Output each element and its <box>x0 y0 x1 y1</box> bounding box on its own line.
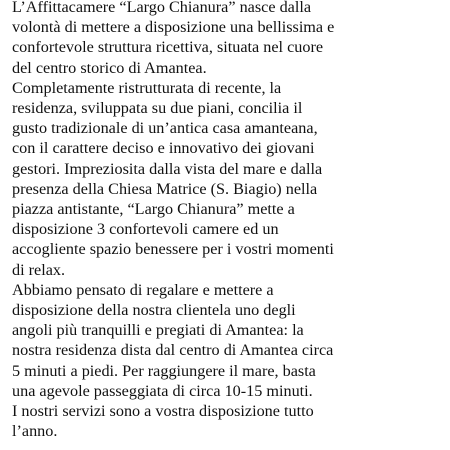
text-line: di relax. <box>12 260 66 279</box>
text-line: disposizione 3 confortevoli camere ed un <box>12 220 279 239</box>
text-line: gestori. Impreziosita dalla vista del mare e dalla <box>12 159 323 178</box>
paragraph-location <box>12 280 448 401</box>
text-line: residenza, sviluppata su due piani, concilia il <box>12 99 303 118</box>
text-line: piazza antistante, “Largo Chianura” mette a <box>12 200 295 219</box>
text-line: L’Affittacamere “Largo Chianura” nasce dalla <box>12 0 312 16</box>
text-line: accogliente spazio benessere per i vostri momenti <box>12 240 334 259</box>
paragraph-services <box>12 401 448 441</box>
text-line: confortevole struttura ricettiva, situata nel cuore <box>12 38 324 57</box>
text-line: volontà di mettere a disposizione una bellissima e <box>12 18 335 37</box>
text-line: l’anno. <box>12 422 58 441</box>
text-line: Abbiamo pensato di regalare e mettere a <box>12 280 274 299</box>
text-line: nostra residenza dista dal centro di Amantea circa <box>12 341 334 360</box>
paragraph-residence <box>12 78 448 280</box>
document-body <box>12 0 448 441</box>
text-line: angoli più tranquilli e pregiati di Amantea: la <box>12 321 304 340</box>
text-line: presenza della Chiesa Matrice (S. Biagio) nella <box>12 179 318 198</box>
paragraph-intro <box>12 0 448 78</box>
text-line: del centro storico di Amantea. <box>12 58 207 77</box>
text-line: Completamente ristrutturata di recente, la <box>12 78 282 97</box>
text-line: con il carattere deciso e innovativo dei giovani <box>12 139 315 158</box>
text-line: 5 minuti a piedi. Per raggiungere il mare, basta <box>12 361 316 380</box>
text-line: I nostri servizi sono a vostra disposizione tutto <box>12 402 314 421</box>
text-line: disposizione della nostra clientela uno degli <box>12 301 296 320</box>
text-line: gusto tradizionale di un’antica casa amanteana, <box>12 119 318 138</box>
text-line: una agevole passeggiata di circa 10-15 minuti. <box>12 381 313 400</box>
